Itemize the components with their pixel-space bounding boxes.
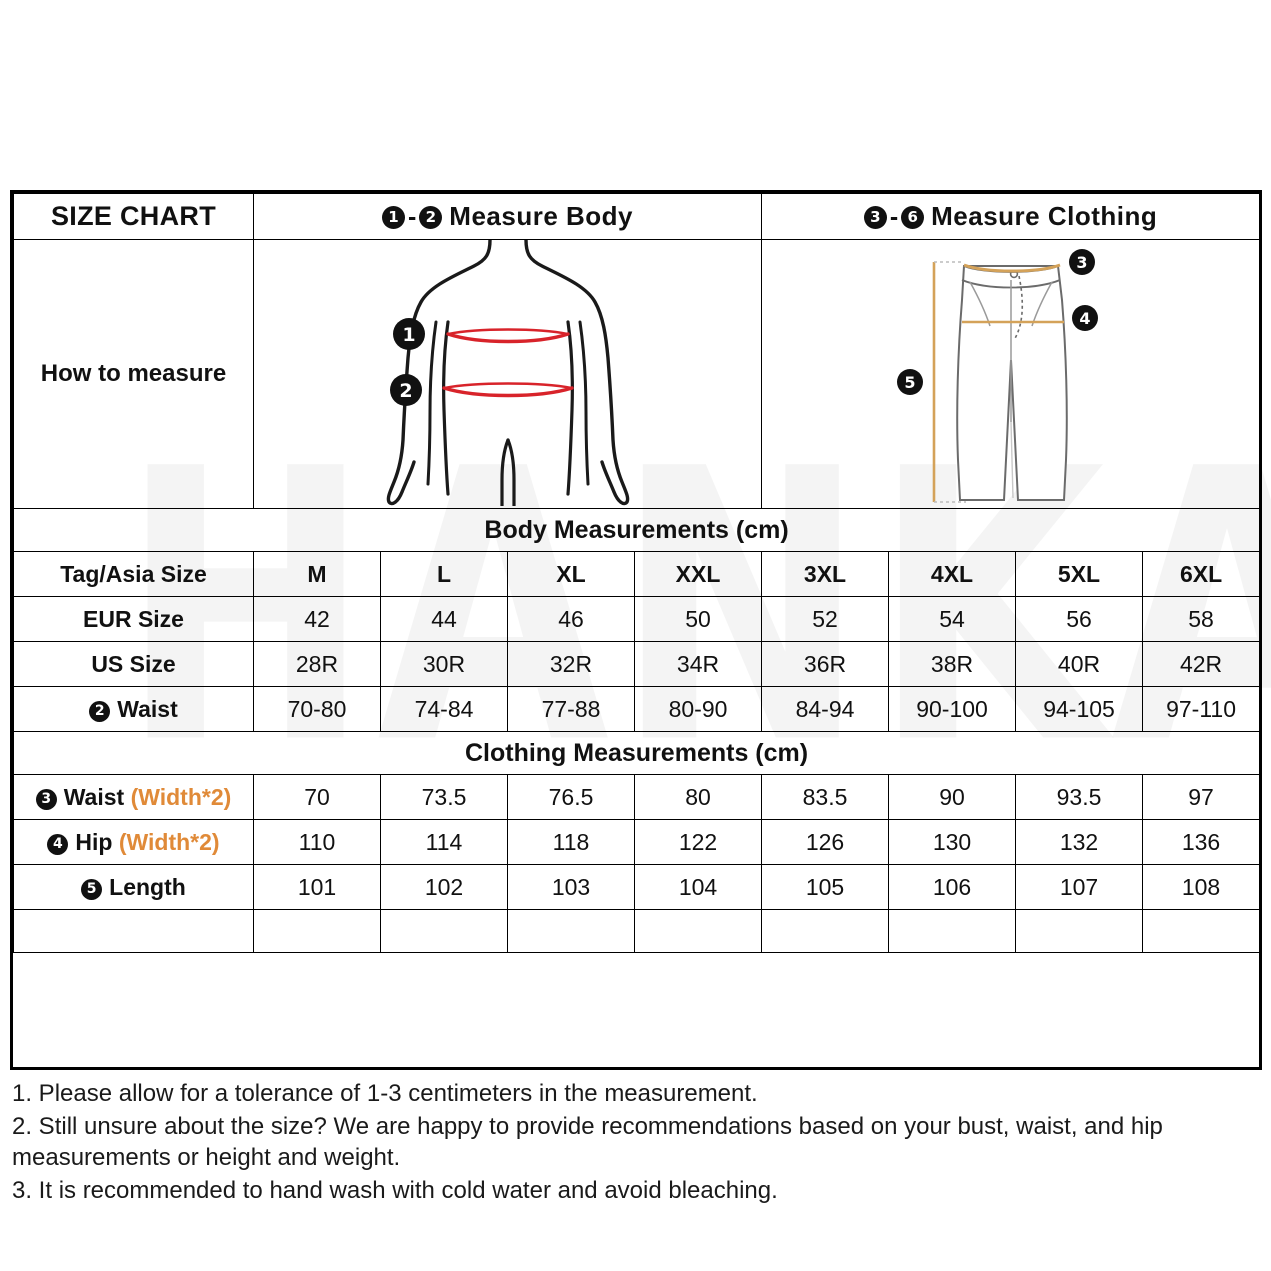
cell: 80 xyxy=(635,775,762,820)
cell: 106 xyxy=(889,865,1016,910)
cell: 42R xyxy=(1143,642,1260,687)
empty-cell xyxy=(381,910,508,953)
note-1: 1. Please allow for a tolerance of 1-3 centimeters in the measurement. xyxy=(12,1080,758,1107)
cell: 83.5 xyxy=(762,775,889,820)
cell: 102 xyxy=(381,865,508,910)
notes-block xyxy=(12,1078,1257,1208)
cell: 84-94 xyxy=(762,687,889,732)
marker-3-bullet-icon: 3 xyxy=(36,789,57,810)
cell: 77-88 xyxy=(508,687,635,732)
size-col-6xl: 6XL xyxy=(1143,552,1260,597)
cell: 104 xyxy=(635,865,762,910)
measure-body-header xyxy=(254,194,762,240)
marker-3-icon: 3 xyxy=(864,206,887,229)
pants-diagram xyxy=(762,240,1259,508)
svg-text:4: 4 xyxy=(1078,309,1091,328)
size-col-5xl: 5XL xyxy=(1016,552,1143,597)
table-row xyxy=(14,775,1260,820)
cell: 44 xyxy=(381,597,508,642)
how-to-measure-label: How to measure xyxy=(14,240,254,509)
cell: 32R xyxy=(508,642,635,687)
row-label-text: Waist xyxy=(117,695,178,722)
empty-cell xyxy=(14,910,254,953)
size-chart-title: SIZE CHART xyxy=(14,194,254,240)
row-label-clothing-waist xyxy=(14,775,254,820)
cell: 42 xyxy=(254,597,381,642)
measure-clothing-header xyxy=(762,194,1260,240)
cell: 38R xyxy=(889,642,1016,687)
row-label-text: Length xyxy=(109,873,186,900)
cell: 94-105 xyxy=(1016,687,1143,732)
marker-5-bullet-icon: 5 xyxy=(81,879,102,900)
body-section-band-row xyxy=(14,509,1260,552)
cell: 52 xyxy=(762,597,889,642)
table-row xyxy=(14,865,1260,910)
cell: 97 xyxy=(1143,775,1260,820)
cell: 118 xyxy=(508,820,635,865)
cell: 76.5 xyxy=(508,775,635,820)
size-col-3xl: 3XL xyxy=(762,552,889,597)
measure-body-label: Measure Body xyxy=(449,201,634,231)
body-diagram xyxy=(254,240,761,508)
cell: 114 xyxy=(381,820,508,865)
empty-cell xyxy=(635,910,762,953)
cell: 80-90 xyxy=(635,687,762,732)
cell: 74-84 xyxy=(381,687,508,732)
size-col-xl: XL xyxy=(508,552,635,597)
size-col-m: M xyxy=(254,552,381,597)
cell: 73.5 xyxy=(381,775,508,820)
row-label-clothing-length xyxy=(14,865,254,910)
cell: 108 xyxy=(1143,865,1260,910)
cell: 126 xyxy=(762,820,889,865)
cell: 93.5 xyxy=(1016,775,1143,820)
cell: 90 xyxy=(889,775,1016,820)
cell: 46 xyxy=(508,597,635,642)
row-label-us-size: US Size xyxy=(14,642,254,687)
cell: 122 xyxy=(635,820,762,865)
clothing-diagram-cell xyxy=(762,240,1260,509)
cell: 58 xyxy=(1143,597,1260,642)
table-row xyxy=(14,597,1260,642)
cell: 56 xyxy=(1016,597,1143,642)
cell: 132 xyxy=(1016,820,1143,865)
note-3: 3. It is recommended to hand wash with cold water and avoid bleaching. xyxy=(12,1177,778,1205)
table-row xyxy=(14,820,1260,865)
cell: 54 xyxy=(889,597,1016,642)
row-label-text: Waist xyxy=(63,783,125,810)
cell: 70-80 xyxy=(254,687,381,732)
marker-2-icon: 2 xyxy=(419,206,442,229)
empty-cell xyxy=(762,910,889,953)
cell: 50 xyxy=(635,597,762,642)
cell: 110 xyxy=(254,820,381,865)
empty-cell xyxy=(889,910,1016,953)
measure-clothing-label: Measure Clothing xyxy=(931,201,1158,231)
svg-text:2: 2 xyxy=(398,380,413,402)
marker-4-bullet-icon: 4 xyxy=(47,834,68,855)
cell: 36R xyxy=(762,642,889,687)
chart-header-row xyxy=(14,194,1260,240)
row-label-suffix: (Width*2) xyxy=(118,828,220,855)
pants-figure-svg xyxy=(886,240,1136,506)
cell: 28R xyxy=(254,642,381,687)
cell: 130 xyxy=(889,820,1016,865)
svg-text:1: 1 xyxy=(401,324,416,346)
cell: 107 xyxy=(1016,865,1143,910)
row-label-text: Hip xyxy=(75,828,113,855)
marker-2-bullet-icon: 2 xyxy=(89,701,110,722)
body-diagram-cell xyxy=(254,240,762,509)
cell: 34R xyxy=(635,642,762,687)
size-col-xxl: XXL xyxy=(635,552,762,597)
marker-range-dash-2: - xyxy=(889,203,899,231)
svg-text:5: 5 xyxy=(903,373,916,392)
cell: 30R xyxy=(381,642,508,687)
tag-asia-size-label: Tag/Asia Size xyxy=(14,552,254,597)
size-col-l: L xyxy=(381,552,508,597)
cell: 101 xyxy=(254,865,381,910)
empty-cell xyxy=(508,910,635,953)
cell: 136 xyxy=(1143,820,1260,865)
cell: 90-100 xyxy=(889,687,1016,732)
clothing-section-band-row xyxy=(14,732,1260,775)
svg-text:3: 3 xyxy=(1075,253,1088,272)
note-2: 2. Still unsure about the size? We are happy to provide recommendations based on your bust, waist, and hip measurements or height and weight. xyxy=(12,1112,1163,1172)
table-row xyxy=(14,687,1260,732)
marker-6-icon: 6 xyxy=(901,206,924,229)
row-label-eur-size: EUR Size xyxy=(14,597,254,642)
cell: 103 xyxy=(508,865,635,910)
table-row xyxy=(14,642,1260,687)
cell: 97-110 xyxy=(1143,687,1260,732)
illustration-row xyxy=(14,240,1260,509)
size-header-row xyxy=(14,552,1260,597)
body-figure-svg xyxy=(358,240,658,506)
marker-range-dash: - xyxy=(408,203,417,231)
row-label-body-waist xyxy=(14,687,254,732)
cell: 40R xyxy=(1016,642,1143,687)
cell: 70 xyxy=(254,775,381,820)
empty-cell xyxy=(1143,910,1260,953)
size-chart-table xyxy=(13,193,1260,953)
body-section-title: Body Measurements (cm) xyxy=(14,509,1260,552)
row-label-suffix: (Width*2) xyxy=(130,783,232,810)
empty-cell xyxy=(254,910,381,953)
row-label-clothing-hip xyxy=(14,820,254,865)
marker-1-icon: 1 xyxy=(382,206,405,229)
empty-row xyxy=(14,910,1260,953)
size-chart-frame xyxy=(10,190,1262,1070)
cell: 105 xyxy=(762,865,889,910)
clothing-section-title: Clothing Measurements (cm) xyxy=(14,732,1260,775)
size-col-4xl: 4XL xyxy=(889,552,1016,597)
empty-cell xyxy=(1016,910,1143,953)
